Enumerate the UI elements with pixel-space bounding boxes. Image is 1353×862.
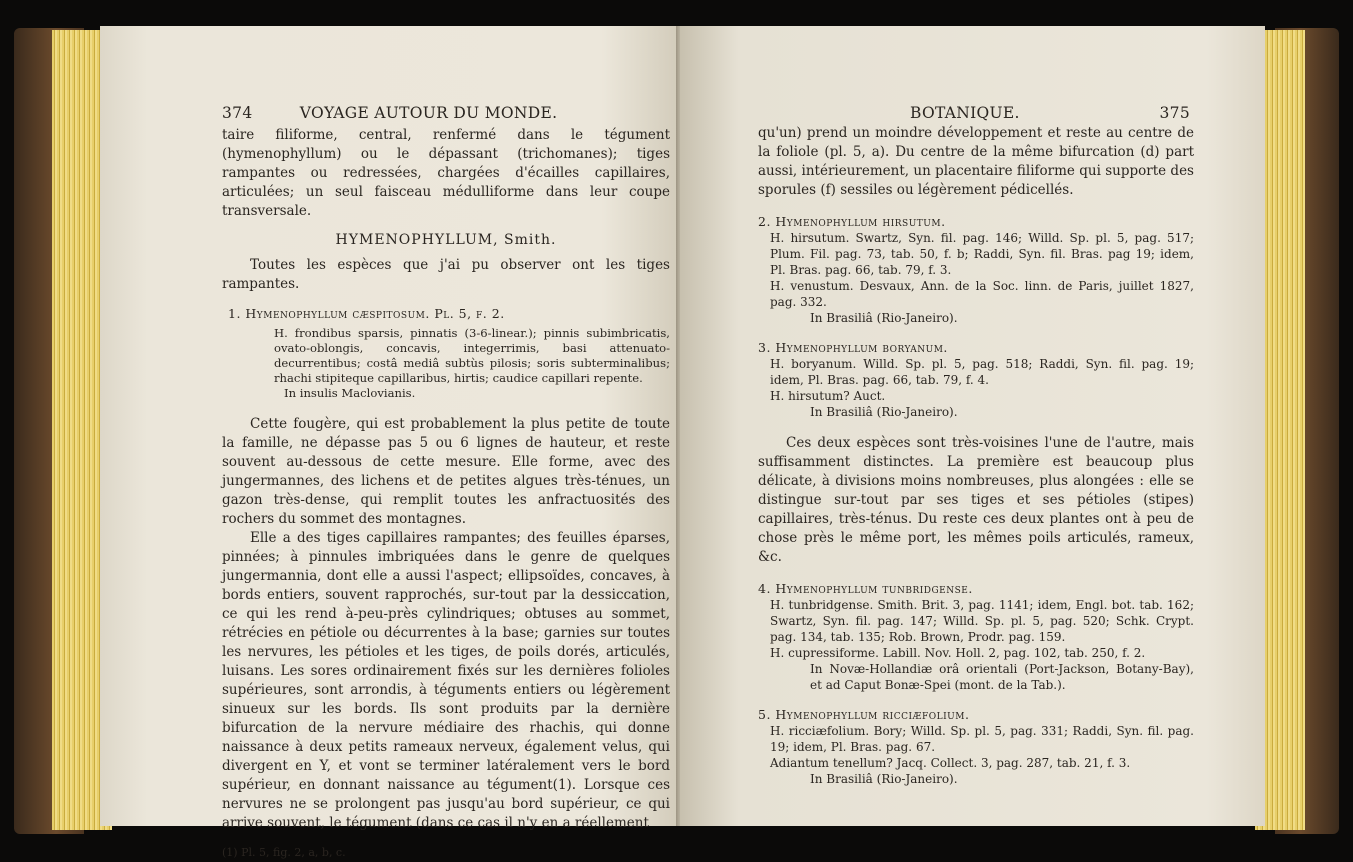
species-2-reference-2: H. venustum. Desvaux, Ann. de la Soc. linn. de Paris, juillet 1827, pag. 332.: [770, 279, 1194, 309]
species-1-locality: In insulis Maclovianis.: [284, 386, 416, 400]
paragraph-1: Cette fougère, qui est probablement la plus petite de toute la famille, ne dépasse pas 5 ou 6 lignes de hauteur, et reste souvent au-dessous de cette mesure. Elle forme, avec des jungermannes, des lichens et de petites algues très-ténues, un gazon très-dense, qui remplit toutes les anfractuosités des rochers du sommet des montagnes.: [222, 416, 670, 527]
right-running-title: BOTANIQUE.: [910, 104, 1020, 122]
species-5-locality: In Brasiliâ (Rio-Janeiro).: [810, 772, 958, 786]
species-3-entry: [758, 340, 1194, 420]
species-1-diagnosis: [274, 326, 670, 401]
paragraph-2: Elle a des tiges capillaires rampantes; des feuilles éparses, pinnées; à pinnules imbriquées dans le genre de quelques jungermannia, dont elle a aussi l'aspect; ellipsoïdes, concaves, à bords entiers, souvent rapprochés, sur-tout par la dessiccation, ce qui les rend à-peu-près cylindriques; obtuses au sommet, rétrécies en pétiole ou décurrentes à la base; garnies sur toutes les nervures, les pétioles et les tiges, de poils dorés, articulés, luisans. Les sores ordinairement fixés sur les dernières folioles supérieures, sont arrondis, à téguments entiers ou légèrement sinueux sur les bords. Ils sont produits par la dernière bifurcation de la nervure médiaire des rhachis, qui donne naissance à deux petits rameaux nerveux, également velus, qui divergent en Y, et vont se terminer latéralement vers le bord supérieur, en donnant naissance au tégument(1). Lorsque ces nervures ne se prolongent pas jusqu'au bord supérieur, ce qui arrive souvent, le tégument (dans ce cas il n'y en a réellement: [222, 530, 670, 831]
species-2-locality: In Brasiliâ (Rio-Janeiro).: [810, 311, 958, 325]
left-page-number: 374: [222, 104, 253, 122]
species-4-entry: [758, 581, 1194, 693]
species-2-entry: [758, 214, 1194, 326]
right-page-body: [758, 124, 1194, 787]
species-3-locality: In Brasiliâ (Rio-Janeiro).: [810, 405, 958, 419]
left-running-head: [222, 104, 672, 122]
species-5-heading: 5. Hymenophyllum ricciæfolium.: [758, 707, 970, 722]
species-3-heading: 3. Hymenophyllum boryanum.: [758, 340, 948, 355]
right-page-number: 375: [1159, 104, 1190, 122]
genus-intro: Toutes les espèces que j'ai pu observer ont les tiges rampantes.: [222, 257, 670, 292]
right-continued-text: qu'un) prend un moindre développement et reste au centre de la foliole (pl. 5, a). Du centre de la même bifurcation (d) part aussi, intérieurement, un placentaire filiforme qui supporte des sporules (f) sessiles ou légèrement pédicellés.: [758, 125, 1194, 198]
right-page: [680, 26, 1265, 826]
species-1-heading: 1. Hymenophyllum cæspitosum. Pl. 5, f. 2.: [228, 306, 505, 321]
species-2-heading: 2. Hymenophyllum hirsutum.: [758, 214, 946, 229]
species-3-reference-1: H. boryanum. Willd. Sp. pl. 5, pag. 518; Raddi, Syn. fil. pag. 19; idem, Pl. Bras. pag. 66, tab. 79, f. 4.: [770, 357, 1194, 387]
left-continued-text: taire filiforme, central, renfermé dans le tégument (hymenophyllum) ou le dépassant (trichomanes); tiges rampantes ou redressées, chargées d'écailles capillaires, articulées; un seul faisceau médulliforme dans leur coupe transversale.: [222, 127, 670, 219]
footnote: (1) Pl. 5, fig. 2, a, b, c.: [222, 846, 346, 859]
left-page: [100, 26, 690, 859]
right-paragraph: Ces deux espèces sont très-voisines l'une de l'autre, mais suffisamment distinctes. La première est beaucoup plus délicate, à divisions moins nombreuses, plus alongées : elle se distingue sur-tout par ses tiges et ses pétioles (stipes) capillaires, très-ténus. Du reste ces deux plantes ont à peu de chose près le même port, les mêmes poils articulés, rameux, &c.: [758, 435, 1194, 565]
species-4-heading: 4. Hymenophyllum tunbridgense.: [758, 581, 973, 596]
right-running-head: [910, 104, 1190, 122]
left-running-title: VOYAGE AUTOUR DU MONDE.: [299, 104, 558, 122]
species-3-reference-2: H. hirsutum? Auct.: [770, 389, 886, 403]
species-1-description: H. frondibus sparsis, pinnatis (3-6-linear.); pinnis subimbricatis, ovato-oblongis, concavis, integerrimis, basi attenuato-decurrentibus; costâ mediâ subtùs pilosis; soris subterminalibus; rhachi stipiteque capillaribus, hirtis; caudice capillari repente.: [274, 326, 670, 385]
genus-heading: HYMENOPHYLLUM, Smith.: [335, 232, 557, 248]
species-4-reference-2: H. cupressiforme. Labill. Nov. Holl. 2, pag. 102, tab. 250, f. 2.: [770, 646, 1146, 660]
species-2-reference-1: H. hirsutum. Swartz, Syn. fil. pag. 146; Willd. Sp. pl. 5, pag. 517; Plum. Fil. pag. 73, tab. 50, f. b; Raddi, Syn. fil. Bras. pag 19; idem, Pl. Bras. pag. 66, tab. 79, f. 3.: [770, 231, 1194, 277]
species-5-entry: [758, 707, 1194, 787]
left-page-body: [222, 126, 670, 862]
species-5-reference-1: H. ricciæfolium. Bory; Willd. Sp. pl. 5, pag. 331; Raddi, Syn. fil. pag. 19; idem, Pl. Bras. pag. 67.: [770, 724, 1194, 754]
species-5-reference-2: Adiantum tenellum? Jacq. Collect. 3, pag. 287, tab. 21, f. 3.: [770, 756, 1131, 770]
species-4-locality: In Novæ-Hollandiæ orâ orientali (Port-Jackson, Botany-Bay), et ad Caput Bonæ-Spei (mont. de la Tab.).: [810, 662, 1194, 692]
species-4-reference-1: H. tunbridgense. Smith. Brit. 3, pag. 1141; idem, Engl. bot. tab. 162; Swartz, Syn. fil. pag. 147; Willd. Sp. pl. 5, pag. 520; Schk. Crypt. pag. 134, tab. 135; Rob. Brown, Prodr. pag. 159.: [770, 598, 1194, 644]
